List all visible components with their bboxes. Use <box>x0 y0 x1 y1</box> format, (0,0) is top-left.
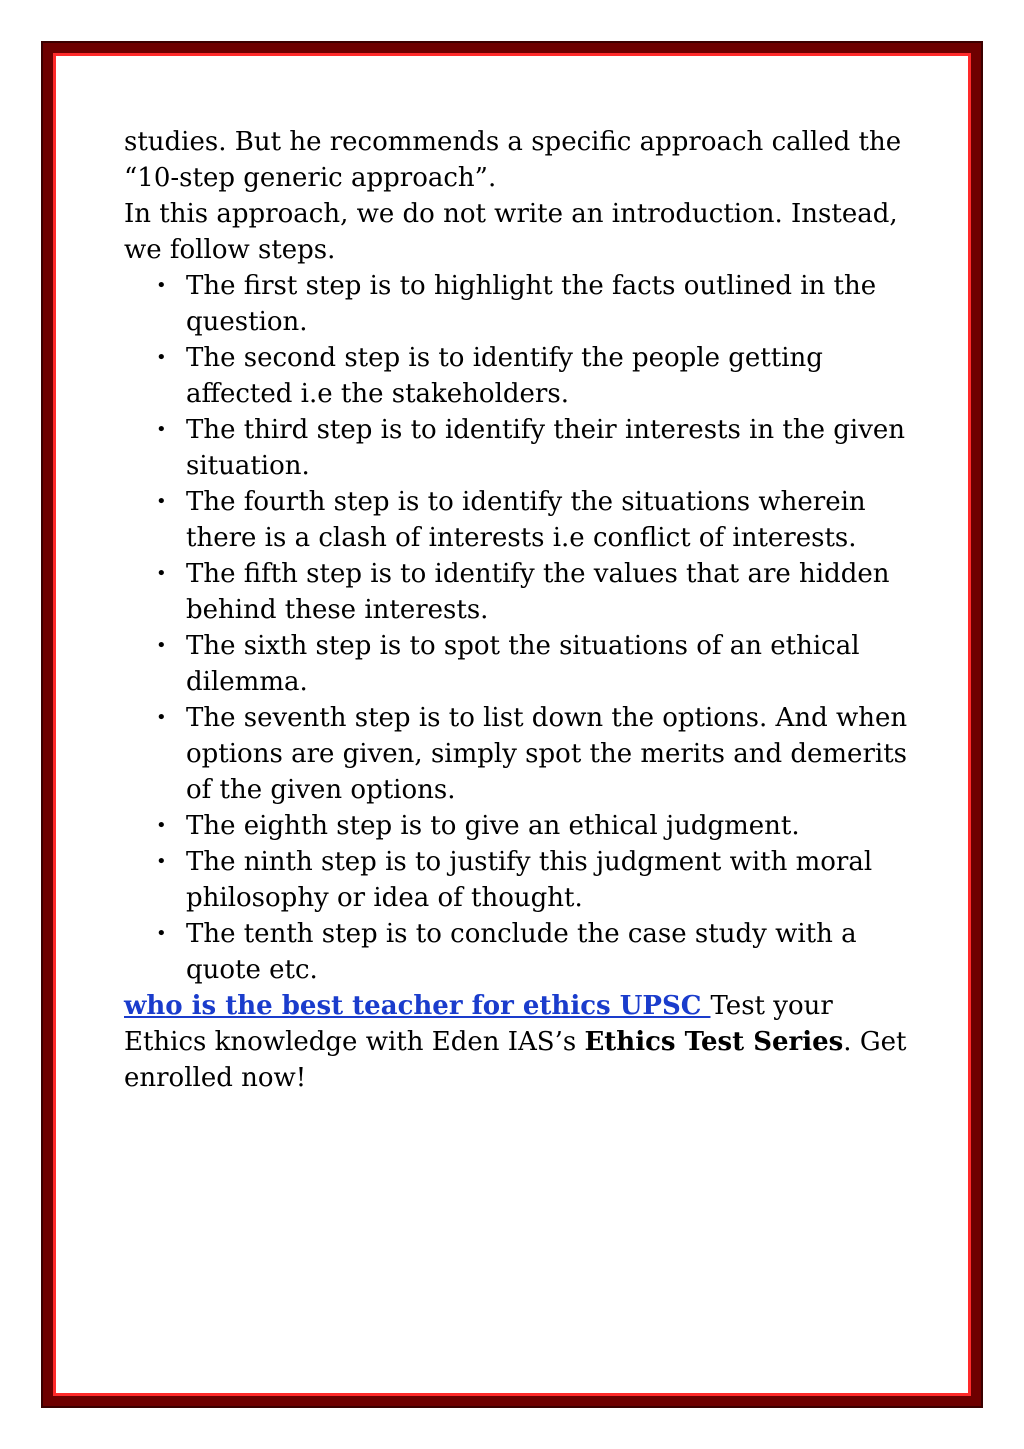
list-item <box>124 484 914 556</box>
bullet-icon: • <box>156 347 167 368</box>
steps-list <box>124 268 914 988</box>
bullet-icon: • <box>156 815 167 836</box>
bullet-icon: • <box>156 851 167 872</box>
cta-text: Test your Ethics knowledge with Eden IAS’s <box>124 991 833 1057</box>
list-item <box>124 700 914 808</box>
bullet-icon: • <box>156 923 167 944</box>
list-item <box>124 340 914 412</box>
step-text: The fifth step is to identify the values that are hidden behind these interests. <box>186 559 890 625</box>
step-text: The second step is to identify the people getting affected i.e the stakeholders. <box>186 343 823 409</box>
intro-paragraph-2: In this approach, we do not write an introduction. Instead, we follow steps. <box>124 199 898 265</box>
bullet-icon: • <box>156 635 167 656</box>
document-body <box>124 124 914 1096</box>
list-item <box>124 412 914 484</box>
step-text: The first step is to highlight the facts outlined in the question. <box>186 271 877 337</box>
cta-paragraph <box>124 988 914 1096</box>
intro-paragraph-1: studies. But he recommends a specific approach called the “10-step generic approach”. <box>124 127 902 193</box>
step-text: The seventh step is to list down the options. And when options are given, simply spot the merits and demerits of the given options. <box>186 703 908 805</box>
step-text: The ninth step is to justify this judgment with moral philosophy or idea of thought. <box>186 847 873 913</box>
test-series-name: Ethics Test Series <box>584 1027 844 1057</box>
step-text: The fourth step is to identify the situations wherein there is a clash of interests i.e conflict of interests. <box>186 487 866 553</box>
bullet-icon: • <box>156 419 167 440</box>
bullet-icon: • <box>156 491 167 512</box>
list-item <box>124 916 914 988</box>
bullet-icon: • <box>156 563 167 584</box>
list-item <box>124 844 914 916</box>
step-text: The sixth step is to spot the situations of an ethical dilemma. <box>186 631 860 697</box>
step-text: The third step is to identify their interests in the given situation. <box>186 415 906 481</box>
cta-text-end: . Get enrolled now! <box>124 1027 907 1093</box>
list-item <box>124 808 914 844</box>
step-text: The eighth step is to give an ethical judgment. <box>186 811 800 841</box>
bullet-icon: • <box>156 275 167 296</box>
list-item <box>124 268 914 340</box>
bullet-icon: • <box>156 707 167 728</box>
step-text: The tenth step is to conclude the case study with a quote etc. <box>186 919 857 985</box>
best-teacher-link[interactable]: who is the best teacher for ethics UPSC <box>124 991 711 1021</box>
list-item <box>124 556 914 628</box>
list-item <box>124 628 914 700</box>
